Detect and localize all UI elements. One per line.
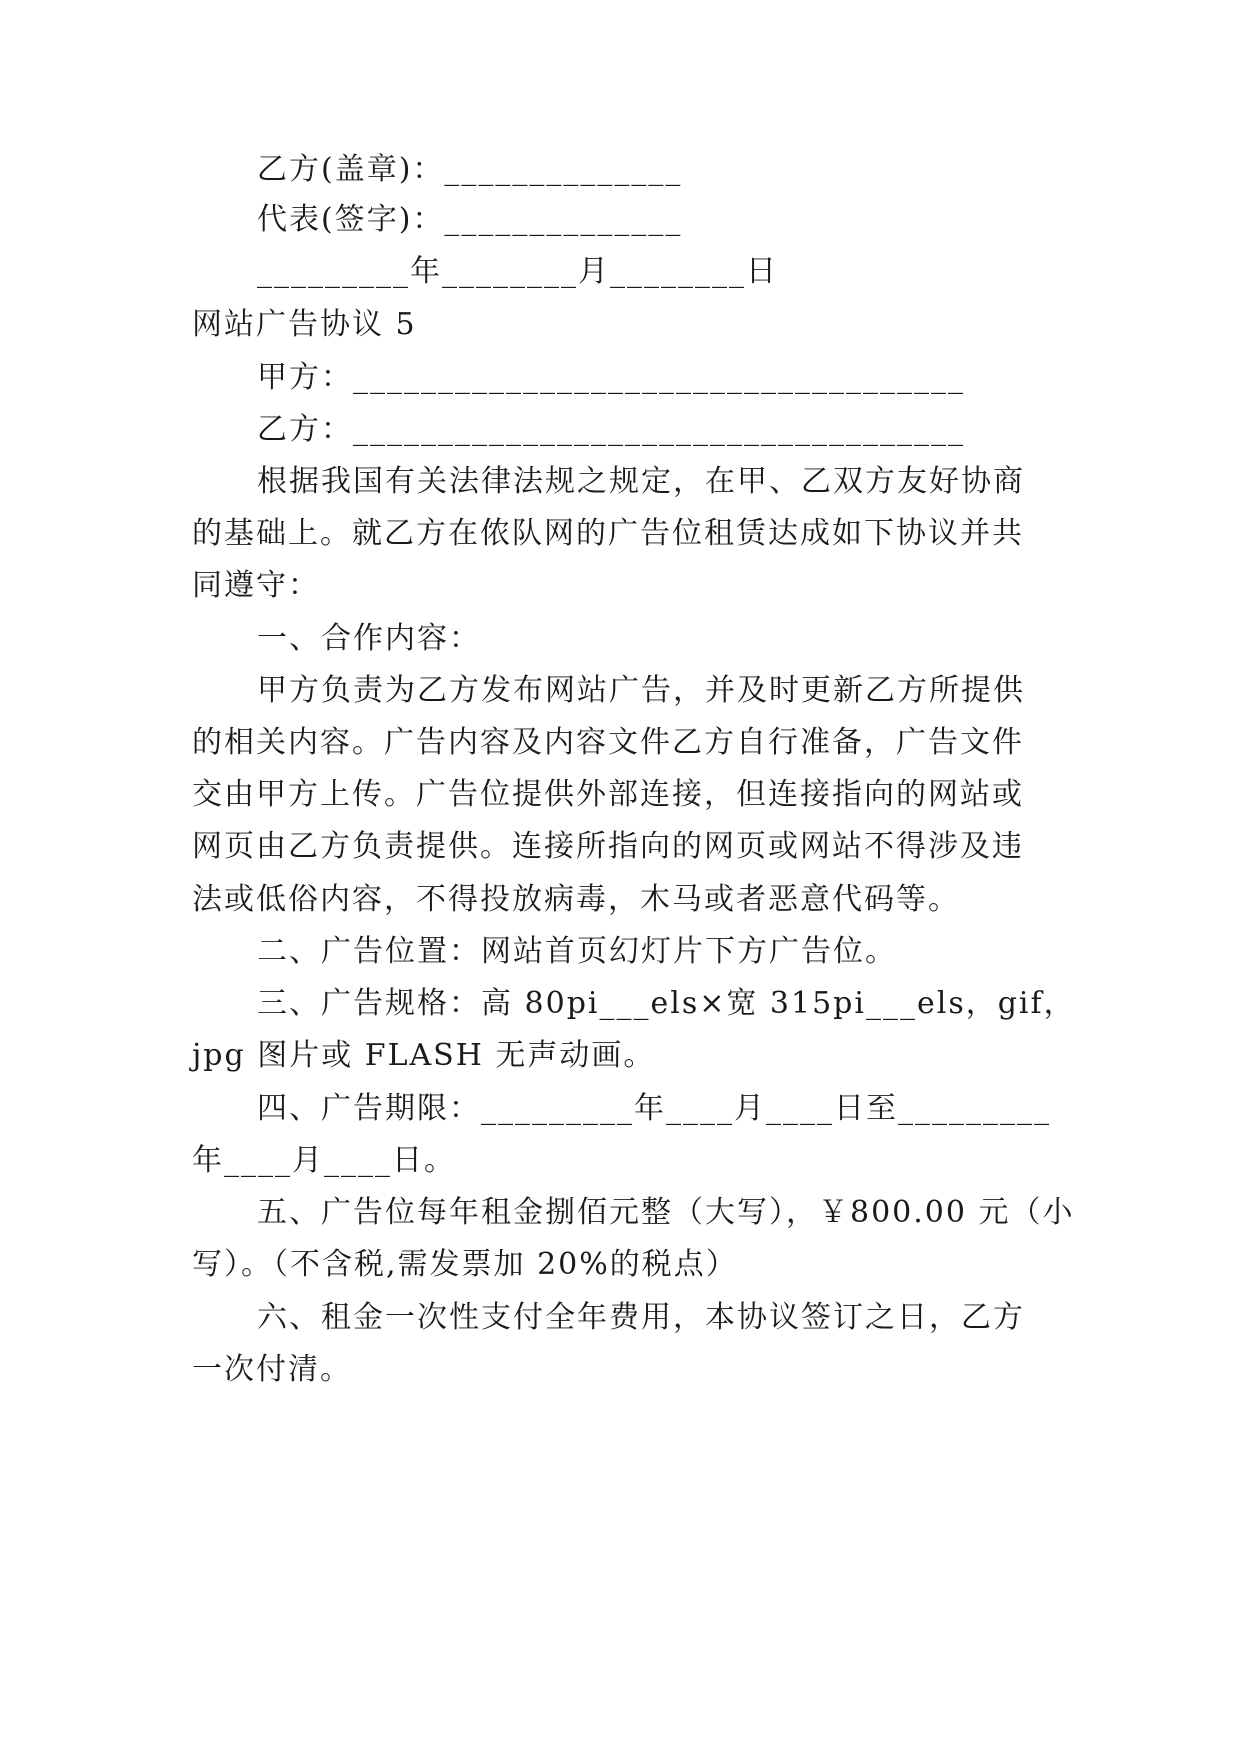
paragraph-line: 的相关内容。广告内容及内容文件乙方自行准备，广告文件 (192, 725, 1024, 760)
paragraph-line: 的基础上。就乙方在侬队网的广告位租赁达成如下协议并共 (192, 516, 1024, 551)
clause-line: 六、租金一次性支付全年费用，本协议签订之日，乙方 (257, 1300, 1025, 1335)
clause-line: 四、广告期限：_________年____月____日至_________ (257, 1091, 1051, 1126)
clause-line: 五、广告位每年租金捌佰元整（大写），￥800.00 元（小 (257, 1195, 1075, 1230)
paragraph-line: 网页由乙方负责提供。连接所指向的网页或网站不得涉及违 (192, 829, 1024, 864)
party-b-seal-line: 乙方(盖章)：______________ (257, 152, 683, 187)
clause-heading: 一、合作内容： (257, 621, 481, 656)
clause-line: 年____月____日。 (192, 1143, 456, 1178)
paragraph-line: 交由甲方上传。广告位提供外部连接，但连接指向的网站或 (192, 777, 1024, 812)
party-b-line: 乙方：____________________________________ (257, 412, 965, 447)
representative-signature-line: 代表(签字)：______________ (257, 202, 683, 237)
paragraph-line: 甲方负责为乙方发布网站广告，并及时更新乙方所提供 (257, 673, 1025, 708)
date-line: _________年________月________日 (257, 254, 778, 289)
clause-line: 一次付清。 (192, 1352, 352, 1387)
paragraph-line: 同遵守： (192, 568, 320, 603)
clause-line: 三、广告规格：高 80pi___els×宽 315pi___els，gif， (257, 986, 1076, 1021)
clause-line: 写）。（不含税,需发票加 20%的税点） (192, 1247, 738, 1282)
clause-line: 二、广告位置：网站首页幻灯片下方广告位。 (257, 934, 897, 969)
section-title: 网站广告协议 5 (192, 307, 417, 342)
paragraph-line: 根据我国有关法律法规之规定，在甲、乙双方友好协商 (257, 464, 1025, 499)
clause-line: jpg 图片或 FLASH 无声动画。 (192, 1038, 656, 1073)
party-a-line: 甲方：____________________________________ (257, 360, 965, 395)
paragraph-line: 法或低俗内容，不得投放病毒，木马或者恶意代码等。 (192, 882, 960, 917)
